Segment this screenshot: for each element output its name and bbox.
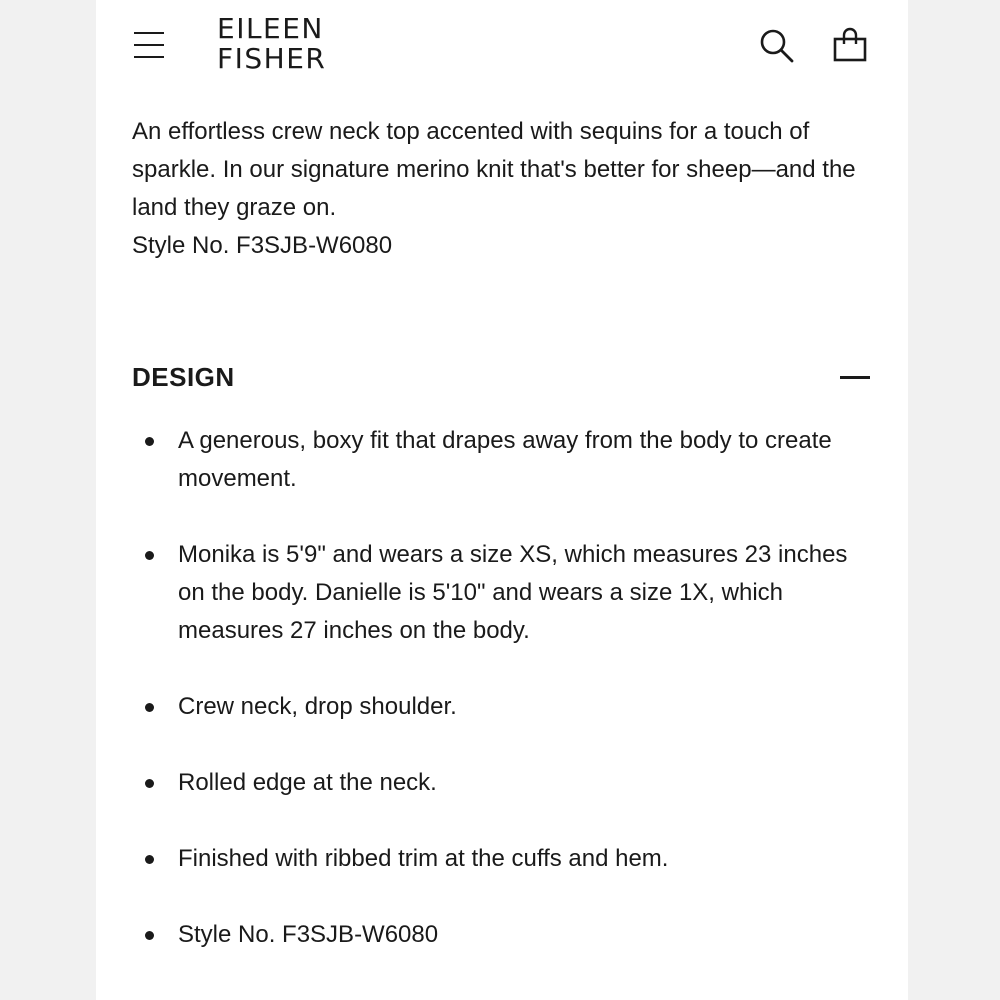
design-bullet-list (132, 422, 872, 992)
style-number: Style No. F3SJB-W6080 (132, 232, 393, 259)
minus-collapse-icon[interactable] (838, 364, 872, 390)
description-text: An effortless crew neck top accented with sequins for a touch of sparkle. In our signature merino knit that's better for sheep—and the land they graze on. (132, 118, 856, 221)
list-item (132, 422, 872, 498)
product-details-page (96, 0, 908, 1000)
list-item (132, 916, 872, 954)
shopping-bag-icon[interactable] (831, 27, 871, 65)
bullet-icon (145, 779, 154, 788)
bullet-icon (145, 931, 154, 940)
list-item-text: Monika is 5'9" and wears a size XS, which measures 23 inches on the body. Danielle is 5'10" and wears a size 1X, which measures 27 inches on the body. (178, 541, 848, 644)
design-accordion-header[interactable] (132, 356, 872, 398)
design-section-title: DESIGN (132, 362, 235, 392)
bullet-icon (145, 855, 154, 864)
search-icon[interactable] (758, 27, 796, 65)
logo-line-2: FISHER (217, 42, 327, 75)
list-item (132, 536, 872, 650)
list-item (132, 688, 872, 726)
bullet-icon (145, 703, 154, 712)
list-item-text: Style No. F3SJB-W6080 (178, 921, 439, 948)
list-item-text: A generous, boxy fit that drapes away from the body to create movement. (178, 427, 832, 492)
list-item-text: Rolled edge at the neck. (178, 769, 437, 796)
list-item (132, 840, 872, 878)
list-item-text: Finished with ribbed trim at the cuffs and hem. (178, 845, 669, 872)
list-item (132, 764, 872, 802)
logo-line-1: EILEEN (217, 12, 324, 45)
bullet-icon (145, 551, 154, 560)
list-item-text: Crew neck, drop shoulder. (178, 693, 457, 720)
site-header (96, 0, 908, 96)
product-description (132, 113, 872, 265)
brand-logo[interactable] (217, 14, 326, 74)
hamburger-menu-icon[interactable] (132, 28, 166, 62)
bullet-icon (145, 437, 154, 446)
